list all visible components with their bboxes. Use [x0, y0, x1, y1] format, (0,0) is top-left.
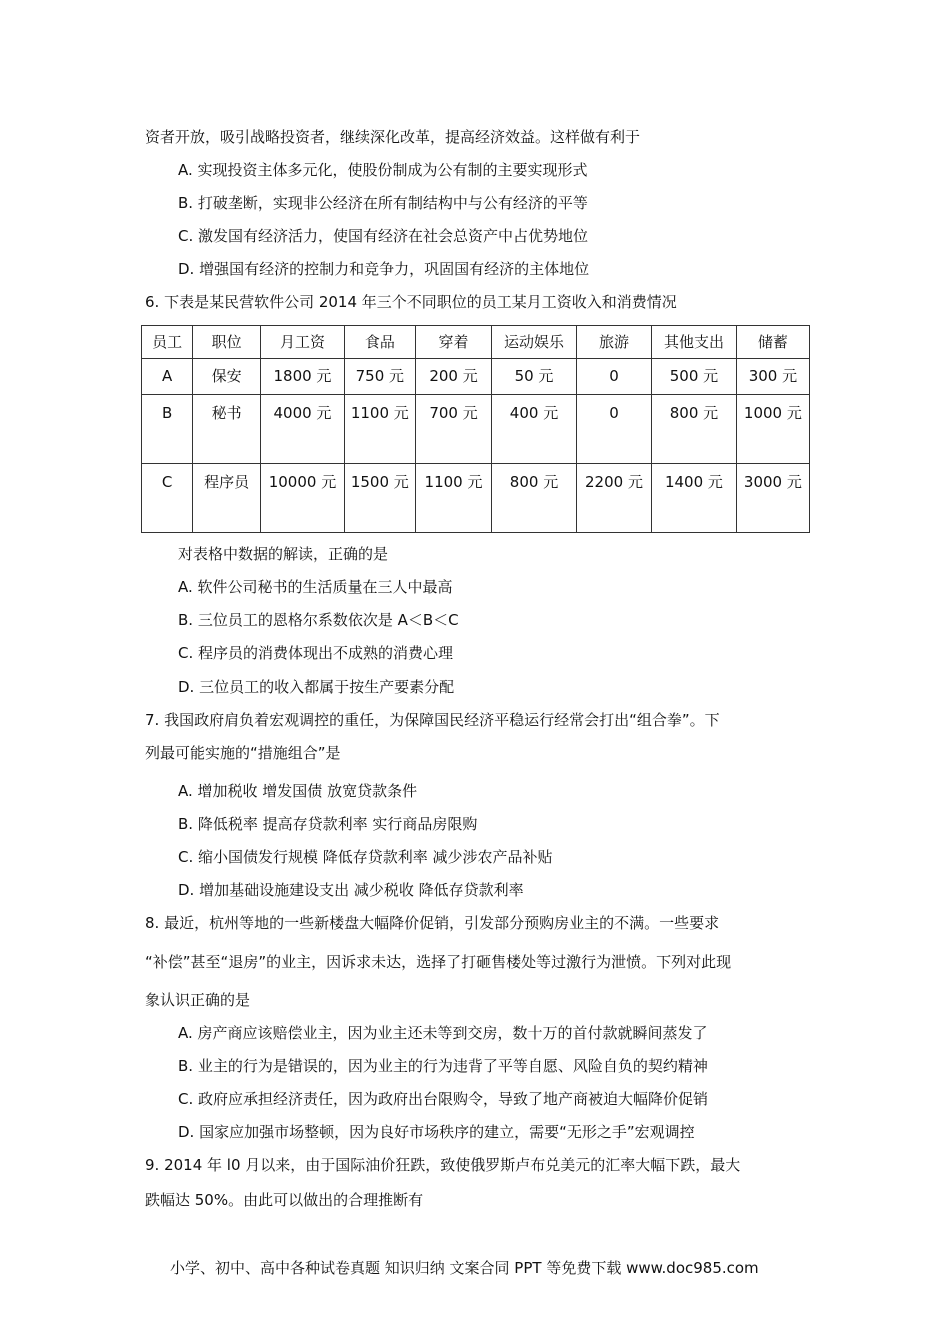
table-cell: 秘书	[193, 395, 261, 464]
header-cell: 旅游	[576, 326, 651, 359]
footer-ad: 小学、初中、高中各种试卷真题 知识归纳 文案合同 PPT 等免费下载 www.doc985.com	[170, 1259, 759, 1277]
header-cell: 穿着	[415, 326, 491, 359]
q8-option-b: B. 业主的行为是错误的，因为业主的行为违背了平等自愿、风险自负的契约精神	[178, 1057, 708, 1075]
header-cell: 运动娱乐	[492, 326, 577, 359]
table-cell: 程序员	[193, 464, 261, 533]
q6-stem: 6. 下表是某民营软件公司 2014 年三个不同职位的员工某月工资收入和消费情况	[145, 293, 677, 311]
table-cell: C	[142, 464, 193, 533]
q9-stem-line-2: 跌幅达 50%。由此可以做出的合理推断有	[145, 1191, 424, 1209]
table-cell: 1500 元	[344, 464, 415, 533]
table-cell: A	[142, 359, 193, 395]
q8-stem-line-3: 象认识正确的是	[145, 991, 251, 1009]
header-cell: 储蓄	[736, 326, 809, 359]
table-cell: 700 元	[415, 395, 491, 464]
q5-option-b: B. 打破垄断，实现非公经济在所有制结构中与公有经济的平等	[178, 194, 588, 212]
q6-option-b: B. 三位员工的恩格尔系数依次是 A＜B＜C	[178, 611, 459, 629]
table-cell: 3000 元	[736, 464, 809, 533]
table-cell: 0	[576, 395, 651, 464]
q7-stem-line-2: 列最可能实施的“措施组合”是	[145, 744, 341, 762]
q7-option-d: D. 增加基础设施建设支出 减少税收 降低存贷款利率	[178, 881, 524, 899]
table-cell: 1400 元	[652, 464, 737, 533]
table-header-row	[142, 326, 810, 359]
table-cell: B	[142, 395, 193, 464]
q9-stem-line-1: 9. 2014 年 l0 月以来，由于国际油价狂跌，致使俄罗斯卢布兑美元的汇率大幅下跌，最大	[145, 1156, 741, 1174]
table-cell: 4000 元	[261, 395, 345, 464]
header-cell: 员工	[142, 326, 193, 359]
salary-table	[141, 325, 810, 533]
q6-prompt: 对表格中数据的解读，正确的是	[178, 545, 389, 563]
table-cell: 800 元	[492, 464, 577, 533]
table-cell: 1000 元	[736, 395, 809, 464]
table-cell: 2200 元	[576, 464, 651, 533]
table-cell: 10000 元	[261, 464, 345, 533]
q6-option-c: C. 程序员的消费体现出不成熟的消费心理	[178, 644, 454, 662]
q8-option-a: A. 房产商应该赔偿业主，因为业主还未等到交房，数十万的首付款就瞬间蒸发了	[178, 1024, 708, 1042]
table-row	[142, 464, 810, 533]
table-cell: 300 元	[736, 359, 809, 395]
table-cell: 400 元	[492, 395, 577, 464]
q7-stem-line-1: 7. 我国政府肩负着宏观调控的重任，为保障国民经济平稳运行经常会打出“组合拳”。下	[145, 711, 720, 729]
header-cell: 职位	[193, 326, 261, 359]
table-cell: 0	[576, 359, 651, 395]
q8-stem-line-1: 8. 最近，杭州等地的一些新楼盘大幅降价促销，引发部分预购房业主的不满。一些要求	[145, 914, 720, 932]
table-cell: 1800 元	[261, 359, 345, 395]
q6-option-d: D. 三位员工的收入都属于按生产要素分配	[178, 678, 455, 696]
q7-option-c: C. 缩小国债发行规模 降低存贷款利率 减少涉农产品补贴	[178, 848, 553, 866]
header-cell: 月工资	[261, 326, 345, 359]
table-cell: 50 元	[492, 359, 577, 395]
header-cell: 其他支出	[652, 326, 737, 359]
table-cell: 750 元	[344, 359, 415, 395]
q7-option-a: A. 增加税收 增发国债 放宽贷款条件	[178, 782, 418, 800]
table-row	[142, 395, 810, 464]
q8-option-c: C. 政府应承担经济责任，因为政府出台限购令，导致了地产商被迫大幅降价促销	[178, 1090, 709, 1108]
table-cell: 1100 元	[344, 395, 415, 464]
table-cell: 200 元	[415, 359, 491, 395]
table-cell: 500 元	[652, 359, 737, 395]
q5-option-d: D. 增强国有经济的控制力和竞争力，巩固国有经济的主体地位	[178, 260, 590, 278]
table-cell: 保安	[193, 359, 261, 395]
table-cell: 800 元	[652, 395, 737, 464]
table-row	[142, 359, 810, 395]
q8-stem-line-2: “补偿”甚至“退房”的业主，因诉求未达，选择了打砸售楼处等过激行为泄愤。下列对此现	[145, 953, 732, 971]
q8-option-d: D. 国家应加强市场整顿，因为良好市场秩序的建立，需要“无形之手”宏观调控	[178, 1123, 695, 1141]
table-cell: 1100 元	[415, 464, 491, 533]
header-cell: 食品	[344, 326, 415, 359]
q7-option-b: B. 降低税率 提高存贷款利率 实行商品房限购	[178, 815, 478, 833]
q5-stem-tail: 资者开放，吸引战略投资者，继续深化改革，提高经济效益。这样做有利于	[145, 128, 641, 146]
q6-option-a: A. 软件公司秘书的生活质量在三人中最高	[178, 578, 453, 596]
q5-option-c: C. 激发国有经济活力，使国有经济在社会总资产中占优势地位	[178, 227, 589, 245]
q5-option-a: A. 实现投资主体多元化，使股份制成为公有制的主要实现形式	[178, 161, 588, 179]
